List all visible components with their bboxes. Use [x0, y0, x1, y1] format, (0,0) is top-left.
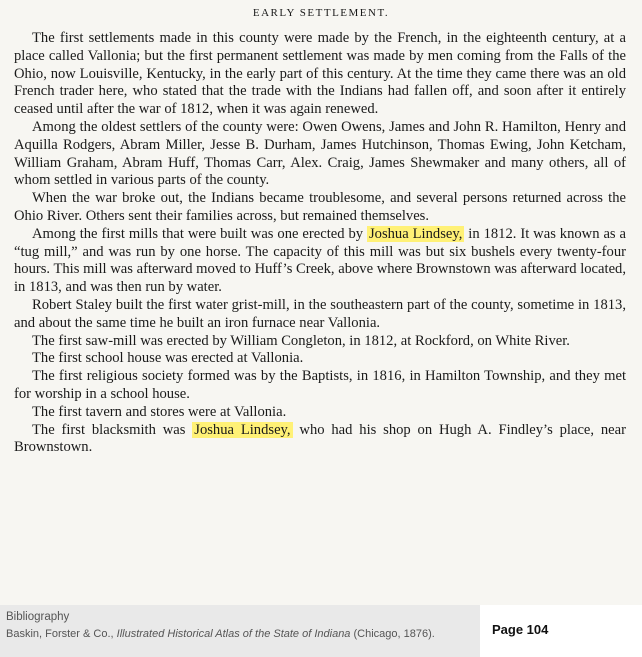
paragraph-4-after: in 1812. It was known as a “tug mill,” and was run by one horse. The capacity of this mill was but six bushels every twenty-four hours. This mill was afterward moved to Huff’s Creek, above where Brownstown was afterward located, in 1813, and was then run by water. — [14, 225, 627, 296]
citation-publication: (Chicago, 1876). — [353, 628, 435, 640]
citation-author: Baskin, Forster & Co., — [6, 628, 114, 640]
bibliography-title: Bibliography — [6, 611, 70, 623]
highlight-joshua-lindsey: Joshua Lindsey, — [368, 225, 463, 242]
paragraph-3: When the war broke out, the Indians became troublesome, and several persons returned across the Ohio River. Others sent their families across, but remained themselves. — [14, 190, 626, 224]
page-number: Page 104 — [492, 622, 549, 637]
citation-title: Illustrated Historical Atlas of the State of Indiana — [116, 628, 351, 640]
article-body — [14, 30, 626, 457]
paragraph-10-before: The first blacksmith was — [32, 421, 186, 438]
paragraph-2: Among the oldest settlers of the county were: Owen Owens, James and John R. Hamilton, Henry and Aquilla Rodgers, Abram Miller, Jesse B. Durham, James Hutchinson, Thomas Ewing, John Ketcham, William Graham, Abram Huff, Thomas Carr, Alex. Craig, James Shewmaker and many others, all of whom settled in various parts of the county. — [14, 118, 626, 189]
paragraph-9: The first tavern and stores were at Vallonia. — [32, 403, 287, 420]
bibliography-box — [0, 605, 480, 657]
paragraph-7: The first school house was erected at Vallonia. — [32, 350, 304, 367]
paragraph-5: Robert Staley built the first water grist-mill, in the southeastern part of the county, sometime in 1813, and about the same time he built an iron furnace near Vallonia. — [14, 296, 626, 331]
page-header: EARLY SETTLEMENT. — [252, 7, 390, 19]
footer — [0, 605, 642, 657]
paragraph-8: The first religious society formed was by the Baptists, in 1816, in Hamilton Township, and they met for worship in a school house. — [14, 368, 626, 402]
bibliography-citation — [6, 628, 435, 640]
highlight-joshua-lindsey-2: Joshua Lindsey, — [194, 421, 291, 438]
paragraph-10 — [14, 422, 626, 458]
paragraph-4-before: Among the first mills that were built was one erected by — [32, 225, 364, 242]
paragraph-6: The first saw-mill was erected by William Congleton, in 1812, at Rockford, on White River. — [32, 332, 570, 349]
paragraph-4 — [14, 226, 626, 297]
paragraph-1: The first settlements made in this county were made by the French, in the eighteenth century, at a place called Vallonia; but the first permanent settlement was made by men coming from the Falls of the Ohio, now Louisville, Kentucky, in the early part of this century. At the time they came there was an old French trader here, who stated that the trade with the Indians had fallen off, and soon after it entirely ceased until after the war of 1812, when it was again renewed. — [14, 30, 626, 118]
paragraph-10-after: who had his shop on Hugh A. Findley’s place, near Brownstown. — [14, 421, 626, 456]
